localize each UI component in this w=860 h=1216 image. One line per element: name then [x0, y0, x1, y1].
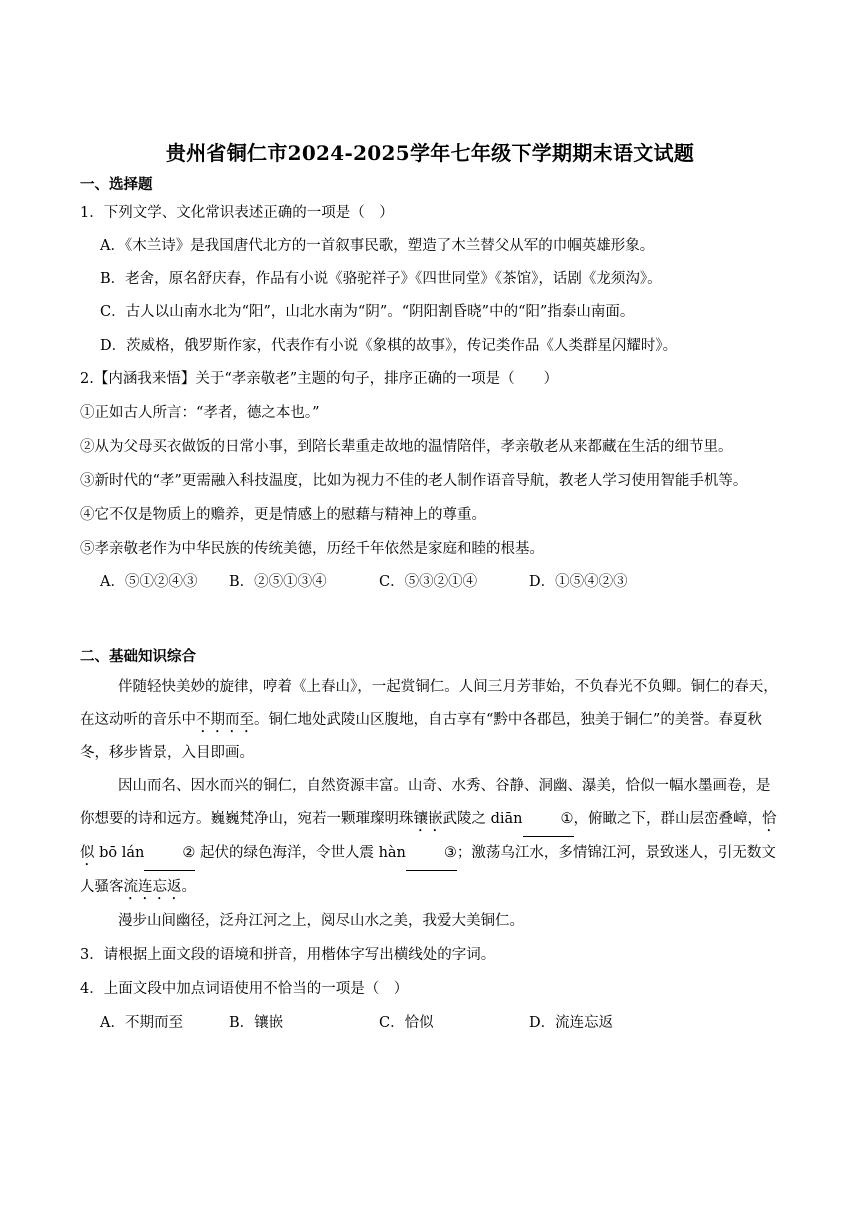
dotted-word-xiangqian: 镶嵌	[413, 811, 443, 827]
passage-p1-text-b: 。铜仁地处武陵山区腹地，自古享有“黔中各郡邑，独美于铜仁”的美誉。春夏秋冬，移步皆景，入目即画。	[80, 712, 762, 761]
passage-p2-text-f: ；激荡乌江水，多情锦江河，景致迷人，引无数文人骚客	[80, 845, 776, 895]
blank-3[interactable]: ③	[406, 837, 457, 871]
question-4-option-a[interactable]: A．不期而至	[100, 1015, 183, 1031]
passage-paragraph-2	[80, 770, 780, 904]
passage-p2-text-d: bō lán	[94, 845, 145, 861]
section-heading-basic-knowledge: 二、基础知识综合	[80, 648, 196, 665]
question-2-sentence-3: ③新时代的“孝”更需融入科技温度，比如为视力不佳的老人制作语音导航，教老人学习使用智能手机等。	[80, 473, 748, 489]
question-2-sentence-5: ⑤孝亲敬老作为中华民族的传统美德，历经千年依然是家庭和睦的根基。	[80, 541, 544, 557]
question-2-option-d[interactable]: D．①⑤④②③	[529, 574, 628, 590]
question-2-stem: 2.【内涵我来悟】关于“孝亲敬老”主题的句子，排序正确的一项是（ ）	[80, 371, 559, 387]
question-2-sentence-4: ④它不仅是物质上的赡养，更是情感上的慰藉与精神上的尊重。	[80, 507, 486, 523]
question-4-stem: 4．上面文段中加点词语使用不恰当的一项是（ ）	[80, 981, 409, 997]
passage-p2-text-b: 武陵之 diān	[442, 811, 523, 827]
question-1-option-d[interactable]: D．茨威格，俄罗斯作家，代表作有小说《象棋的故事》，传记类作品《人类群星闪耀时》。	[100, 338, 678, 354]
passage-p2-text-e: 起伏的绿色海洋，令世人震 hàn	[195, 845, 406, 861]
question-2-sentence-2: ②从为父母买衣做饭的日常小事，到陪长辈重走故地的温情陪伴，孝亲敬老从来都藏在生活的细节里。	[80, 439, 733, 455]
blank-2[interactable]: ②	[144, 837, 195, 871]
page-title: 贵州省铜仁市2024-2025学年七年级下学期期末语文试题	[165, 141, 695, 165]
dotted-word-buqierzhi: 不期而至	[196, 712, 254, 728]
question-1-option-c[interactable]: C．古人以山南水北为“阳”，山北水南为“阴”。“阴阳割昏晓”中的“阳”指泰山南面。	[100, 304, 635, 320]
passage-paragraph-1	[80, 671, 780, 770]
question-1-option-a[interactable]: A．《木兰诗》是我国唐代北方的一首叙事民歌，塑造了木兰替父从军的巾帼英雄形象。	[100, 238, 655, 254]
passage-paragraph-3: 漫步山间幽径，泛舟江河之上，阅尽山水之美，我爱大美铜仁。	[118, 913, 524, 929]
question-4-option-c[interactable]: C．恰似	[379, 1015, 434, 1031]
section-heading-choice: 一、选择题	[80, 176, 153, 193]
question-2-option-c[interactable]: C．⑤③②①④	[379, 574, 478, 590]
blank-1[interactable]: ①	[523, 803, 574, 837]
passage-p2-text-g: 。	[181, 879, 196, 895]
question-4-option-b[interactable]: B．镶嵌	[229, 1015, 284, 1031]
passage-p2-text-a: 因山而名、因水而兴的铜仁，自然资源丰富。山奇、水秀、谷静、洞幽、瀑美，恰似一幅水墨画卷，是你想要的诗和远方。巍巍梵净山，宛若一颗璀璨明珠	[80, 778, 771, 827]
dotted-word-qiasi: 恰似	[80, 811, 777, 861]
question-4-option-d[interactable]: D．流连忘返	[529, 1015, 614, 1031]
dotted-word-liulianwangfan: 流连忘返	[123, 879, 182, 895]
question-2-option-a[interactable]: A．⑤①②④③	[100, 574, 198, 590]
question-3-stem: 3．请根据上面文段的语境和拼音，用楷体字写出横线处的字词。	[80, 947, 496, 963]
question-1-option-b[interactable]: B．老舍，原名舒庆春，作品有小说《骆驼祥子》《四世同堂》《茶馆》，话剧《龙须沟》。	[100, 271, 662, 287]
question-1-stem: 1．下列文学、文化常识表述正确的一项是（ ）	[80, 205, 394, 221]
passage-p2-text-c: ，俯瞰之下，群山层峦叠嶂，	[573, 811, 763, 827]
question-2-sentence-1: ①正如古人所言：“孝者，德之本也。”	[80, 405, 320, 421]
passage-p1-text-a: 伴随轻快美妙的旋律，哼着《上春山》，一起赏铜仁。人间三月芳菲始，不负春光不负卿。铜仁的春天，在这动听的音乐中	[80, 679, 778, 728]
question-2-option-b[interactable]: B．②⑤①③④	[229, 574, 327, 590]
